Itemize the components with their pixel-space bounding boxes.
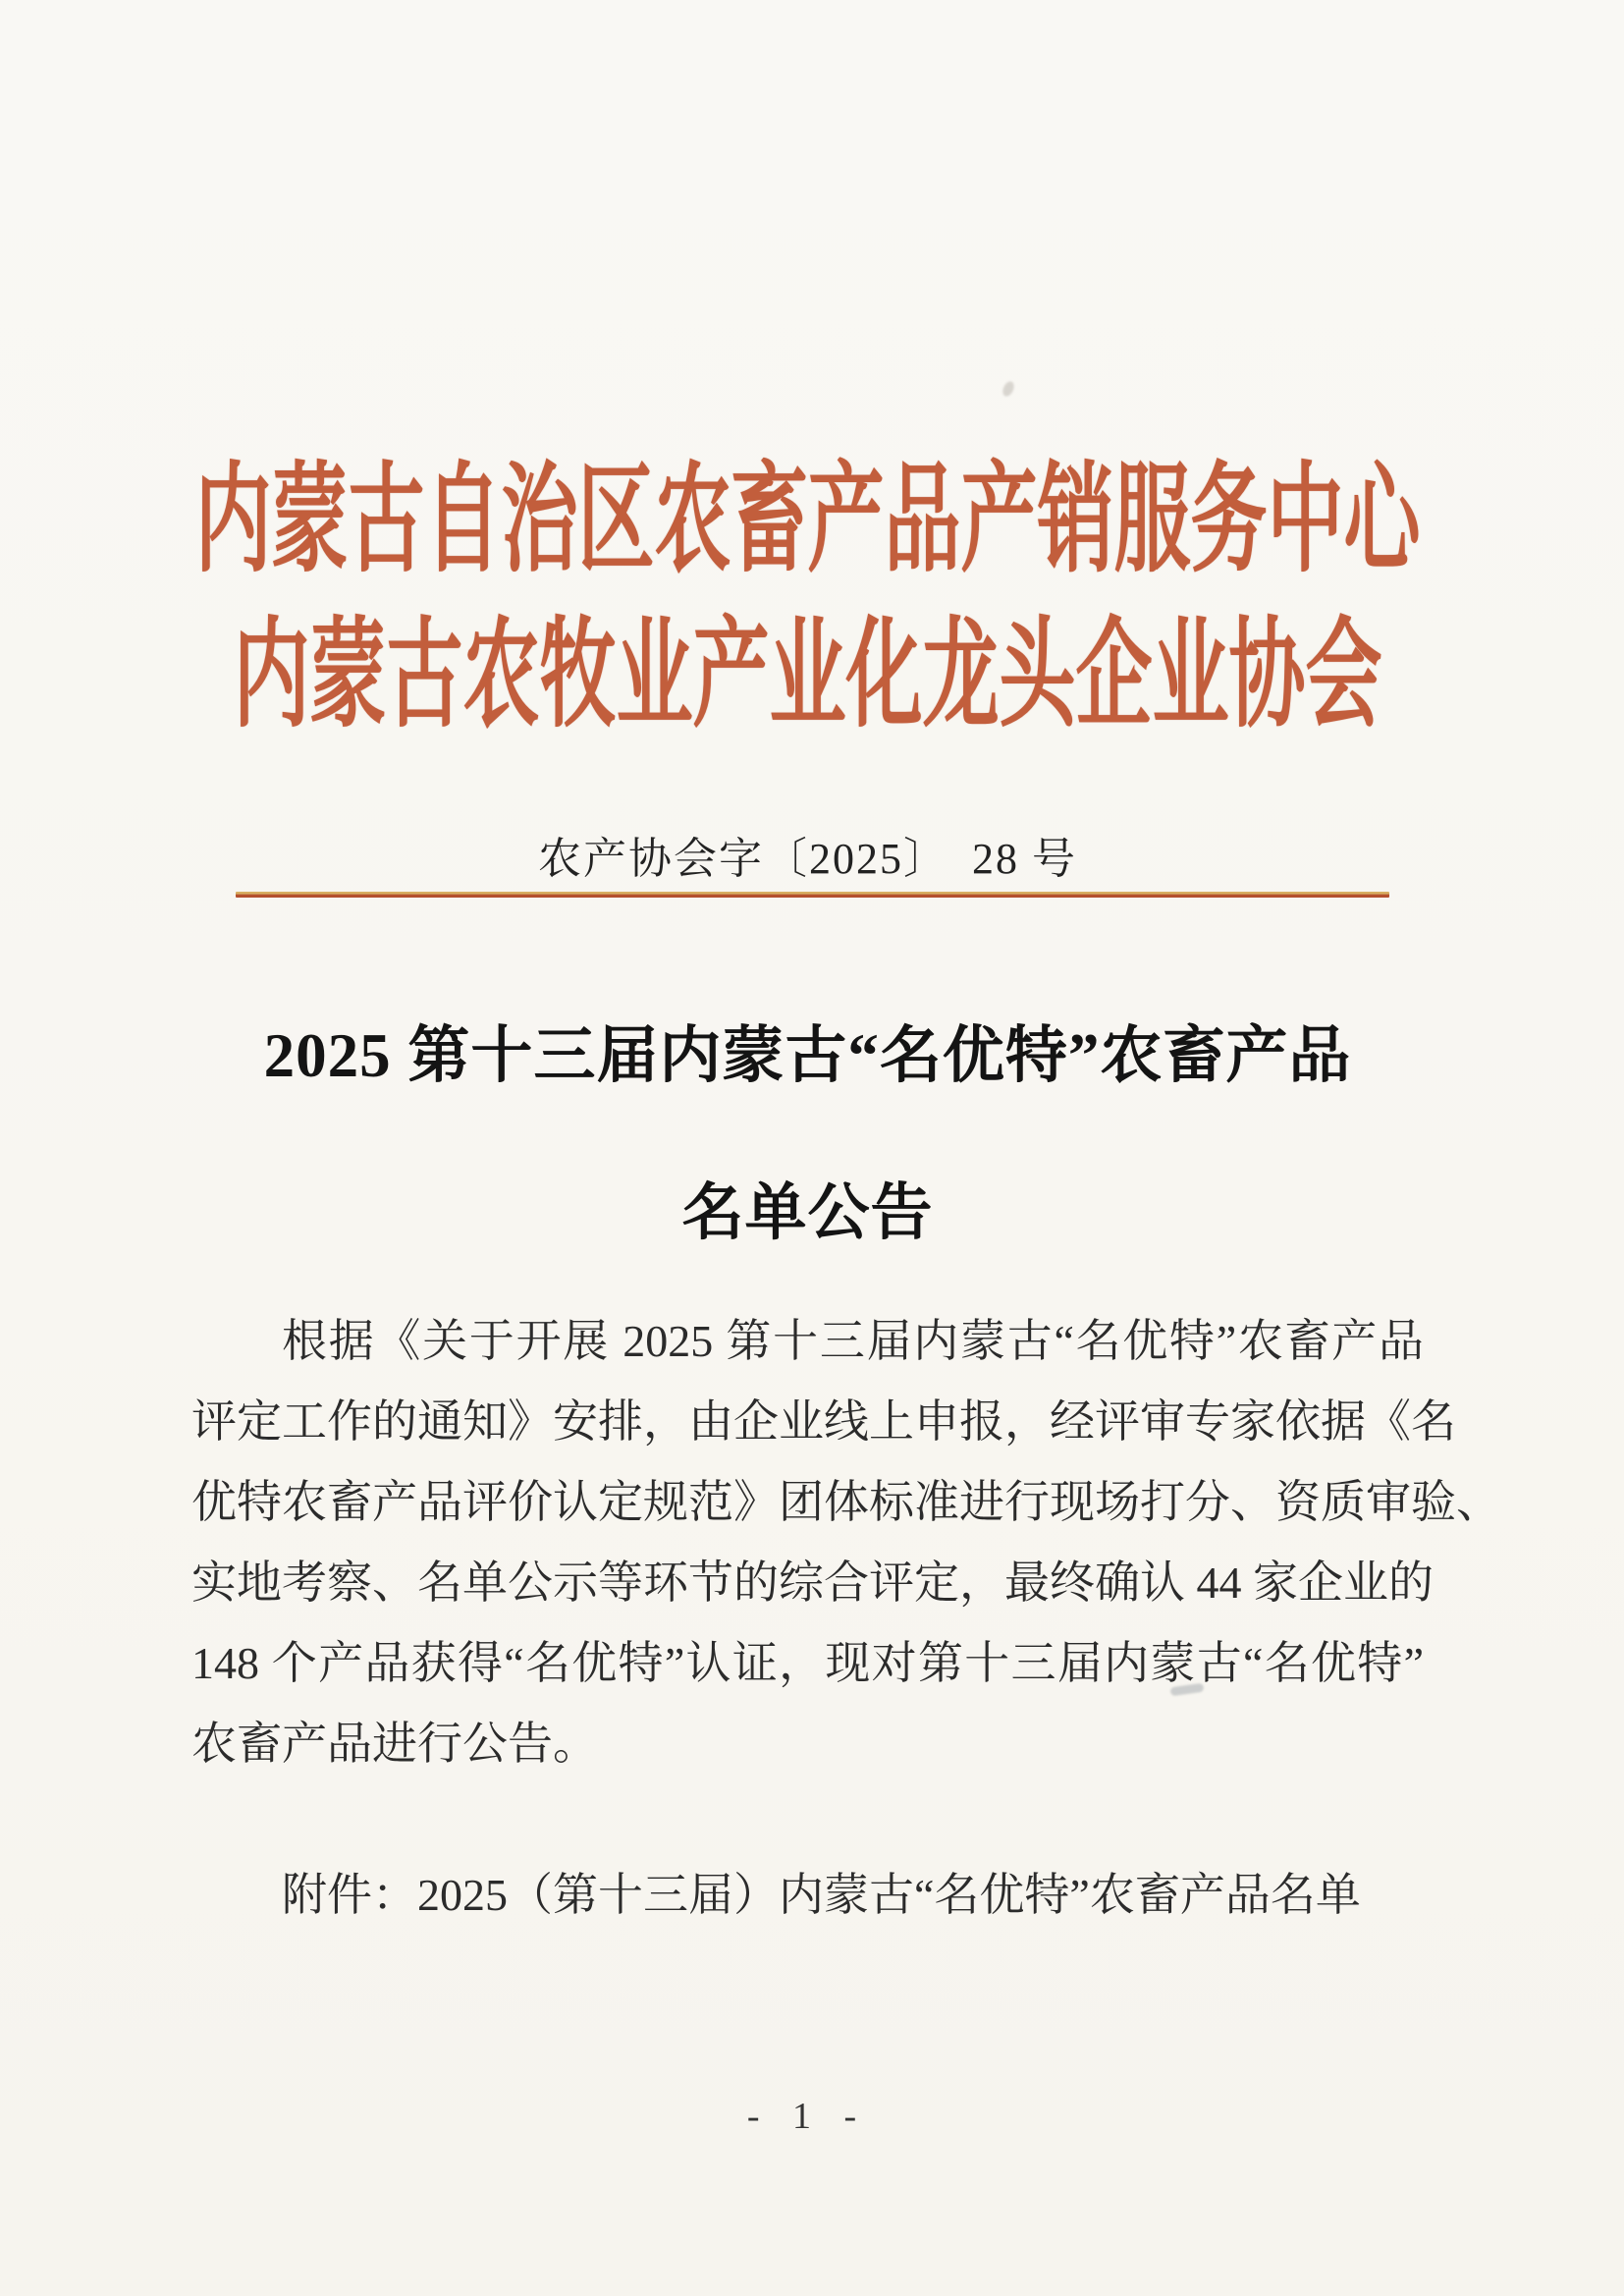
document-title-line2: 名单公告 — [681, 1178, 934, 1247]
body-line: 实地考察、名单公示等环节的综合评定，最终确认 44 家企业的 — [191, 1558, 1434, 1608]
body-line: 148 个产品获得“名优特”认证，现对第十三届内蒙古“名优特” — [191, 1638, 1424, 1688]
body-line: 农畜产品进行公告。 — [191, 1719, 598, 1769]
scan-artifact-dot — [1001, 380, 1016, 399]
body-line: 根据《关于开展 2025 第十三届内蒙古“名优特”农畜产品 — [282, 1316, 1424, 1366]
issuer-name-line2 — [191, 602, 1424, 749]
document-number: 农产协会字〔2025〕 28 号 — [538, 835, 1077, 883]
body-line: 优特农畜产品评价认定规范》团体标准进行现场打分、资质审验、 — [191, 1477, 1501, 1527]
issuer-name-line1-text: 内蒙古自治区农畜产品产销服务中心 — [194, 453, 1421, 586]
page-number: - 1 - — [746, 2096, 869, 2137]
document-title-line1: 2025 第十三届内蒙古“名优特”农畜产品 — [263, 1021, 1352, 1090]
body-line: 评定工作的通知》安排，由企业线上申报，经评审专家依据《名 — [191, 1396, 1456, 1447]
body-paragraph — [191, 1301, 1501, 1784]
attachment-line: 附件：2025（第十三届）内蒙古“名优特”农畜产品名单 — [282, 1870, 1361, 1920]
red-separator-line — [236, 892, 1389, 898]
issuer-name-line2-text: 内蒙古农牧业产业化龙头企业协会 — [233, 608, 1382, 741]
